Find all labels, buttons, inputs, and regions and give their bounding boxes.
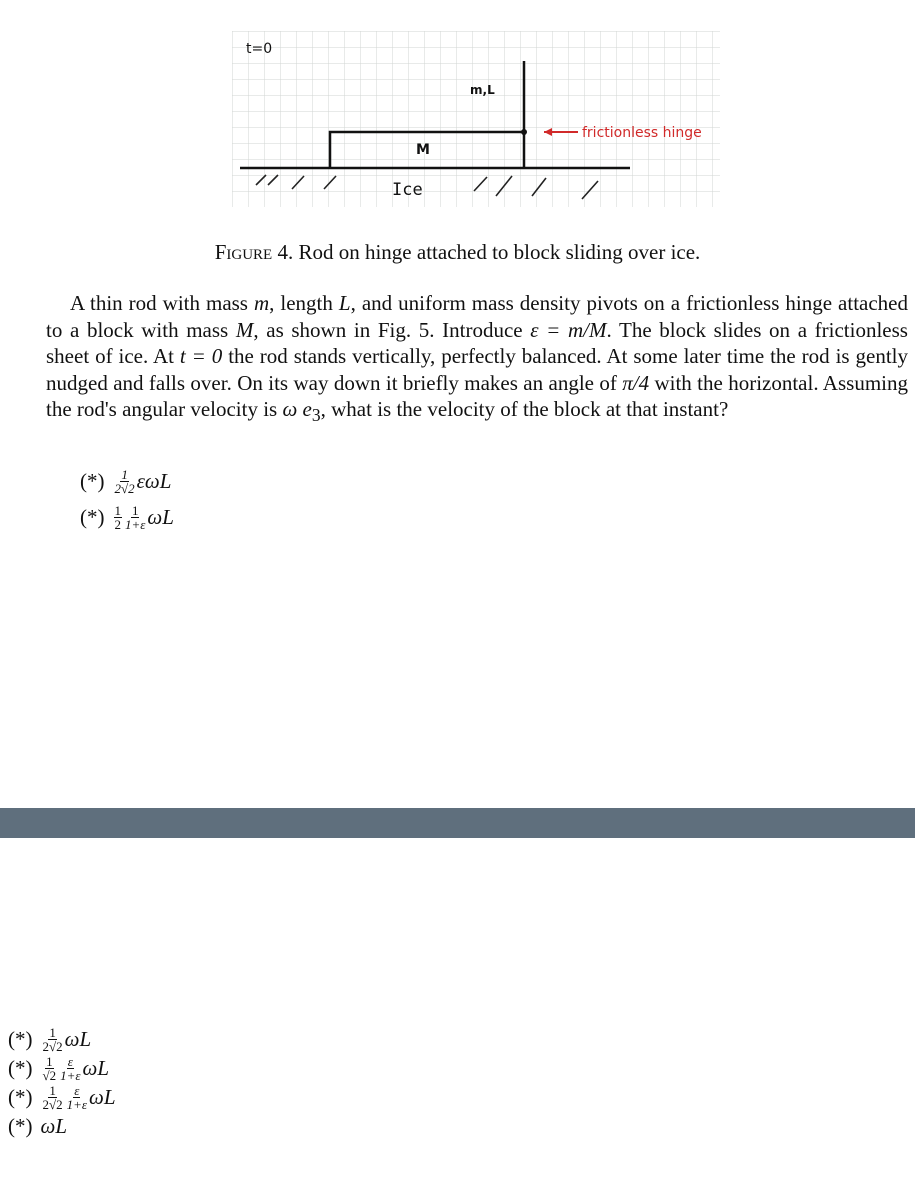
choice-item[interactable]: [80, 499, 174, 535]
figure-caption: [0, 240, 915, 265]
rod-hinge-block-figure: [232, 31, 720, 207]
fraction: $\frac{1}{1+\varepsilon}$: [125, 502, 146, 532]
choice-item[interactable]: [8, 1025, 116, 1054]
choices-bottom: [8, 1025, 116, 1141]
choice-marker: (*): [8, 1114, 33, 1138]
hinge-label: frictionless hinge: [582, 125, 702, 141]
choice-expression: ωL: [147, 504, 174, 529]
text-run: , length: [269, 291, 339, 315]
fraction: $\frac{1}{2√2}$: [114, 466, 135, 496]
caption-text: Rod on hinge attached to block sliding over ice.: [298, 240, 701, 264]
page-separator-band: [0, 808, 915, 838]
ice-label: Ice: [392, 180, 423, 200]
choice-marker: (*): [80, 504, 105, 529]
block-label: M: [416, 142, 430, 158]
math-t0: t = 0: [179, 344, 223, 368]
choice-expression: ωL: [89, 1085, 116, 1109]
fraction: $\frac{1}{2√2}$: [42, 1025, 63, 1054]
hinge-point: [521, 129, 527, 135]
math-L: L: [338, 291, 351, 315]
math-omega-subscript: 3: [311, 405, 321, 426]
math-M: M: [235, 317, 254, 342]
choice-expression: ωL: [64, 1027, 92, 1051]
choice-marker: (*): [8, 1085, 33, 1109]
text-run: , and uniform mass density pivots on a frictionless hinge attached to a block with mass: [46, 291, 908, 342]
fraction: $\frac{\varepsilon}{1+\varepsilon}$: [66, 1083, 88, 1112]
choice-item[interactable]: [8, 1083, 116, 1112]
text-run: with the horizontal. Assuming the rod's angular velocity is: [46, 370, 908, 421]
text-run: . The block slides on a frictionless sheet of ice. At: [46, 317, 908, 368]
time-label: t=0: [246, 41, 273, 57]
choice-expression: εωL: [136, 468, 172, 493]
choice-marker: (*): [8, 1027, 33, 1051]
problem-statement: [46, 290, 908, 429]
fraction: $\frac{1}{√2}$: [42, 1054, 57, 1083]
text-run: the rod stands vertically, perfectly balanced. At some later time the rod is gently nudged and falls over. On its way down it briefly makes an angle of: [46, 344, 908, 395]
choice-item[interactable]: [8, 1112, 116, 1141]
text-run: , as shown in Fig. 5. Introduce: [253, 317, 531, 342]
choice-marker: (*): [80, 468, 105, 493]
fraction: $\frac{1}{2√2}$: [42, 1083, 63, 1112]
caption-prefix: Figure 4.: [214, 240, 294, 264]
choices-top: [80, 463, 174, 535]
choice-expression: ωL: [40, 1114, 68, 1138]
math-epsilon-definition: ε = m/M: [530, 317, 607, 342]
text-run: A thin rod with mass: [70, 291, 254, 315]
math-omega: ω e: [282, 397, 312, 421]
fraction: $\frac{\varepsilon}{1+\varepsilon}$: [60, 1054, 81, 1083]
math-m: m: [253, 291, 270, 315]
choice-item[interactable]: [80, 463, 174, 499]
choice-item[interactable]: [8, 1054, 116, 1083]
figure-grid-background: [232, 31, 720, 207]
rod-label: m,L: [470, 83, 495, 97]
fraction: $\frac{1}{2}$: [114, 502, 121, 532]
choice-marker: (*): [8, 1056, 33, 1080]
text-run: , what is the velocity of the block at that instant?: [320, 397, 729, 421]
choice-expression: ωL: [82, 1056, 110, 1080]
math-angle: π/4: [622, 370, 650, 395]
